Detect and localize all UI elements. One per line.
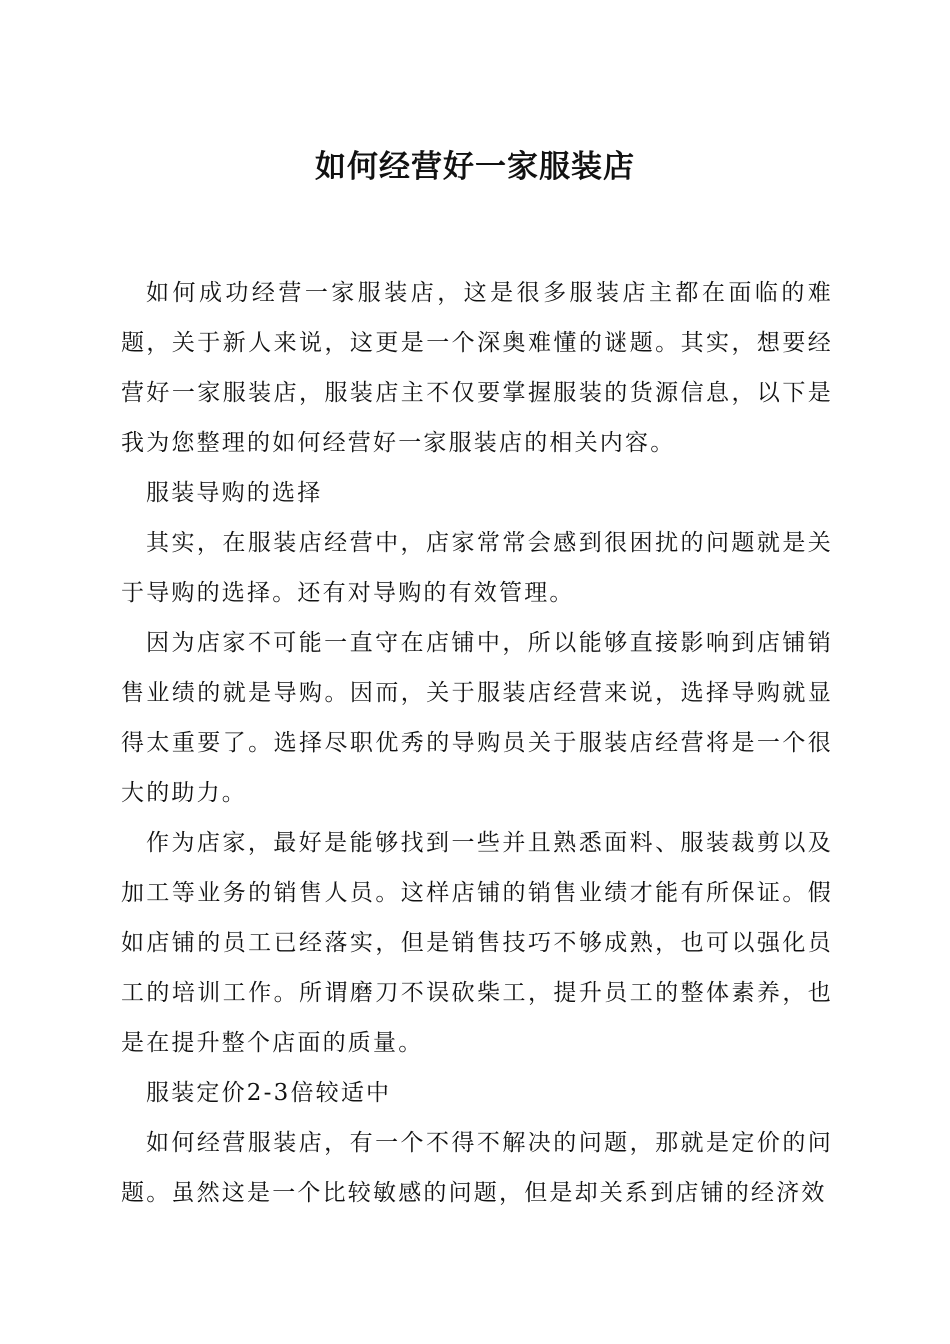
document-title: 如何经营好一家服装店: [315, 149, 635, 185]
document-body: [121, 268, 833, 1218]
paragraph: 如何经营服装店，有一个不得不解决的问题，那就是定价的问题。虽然这是一个比较敏感的问题，但是却关系到店铺的经济效: [121, 1130, 833, 1206]
paragraph: 作为店家，最好是能够找到一些并且熟悉面料、服装裁剪以及加工等业务的销售人员。这样店铺的销售业绩才能有所保证。假如店铺的员工已经落实，但是销售技巧不够成熟，也可以强化员工的培训工作。所谓磨刀不误砍柴工，提升员工的整体素养，也是在提升整个店面的质量。: [121, 830, 833, 1056]
section-heading-sales-guide: 服装导购的选择: [146, 480, 323, 506]
paragraph: 其实，在服装店经营中，店家常常会感到很困扰的问题就是关于导购的选择。还有对导购的有效管理。: [121, 530, 833, 606]
paragraph: 因为店家不可能一直守在店铺中，所以能够直接影响到店铺销售业绩的就是导购。因而，关于服装店经营来说，选择导购就显得太重要了。选择尽职优秀的导购员关于服装店经营将是一个很大的助力。: [121, 630, 833, 806]
section-heading-pricing: 服装定价2-3倍较适中: [146, 1080, 392, 1106]
paragraph-intro: 如何成功经营一家服装店，这是很多服装店主都在面临的难题，关于新人来说，这更是一个深奥难懂的谜题。其实，想要经营好一家服装店，服装店主不仅要掌握服装的货源信息，以下是我为您整理的如何经营好一家服装店的相关内容。: [121, 280, 833, 456]
